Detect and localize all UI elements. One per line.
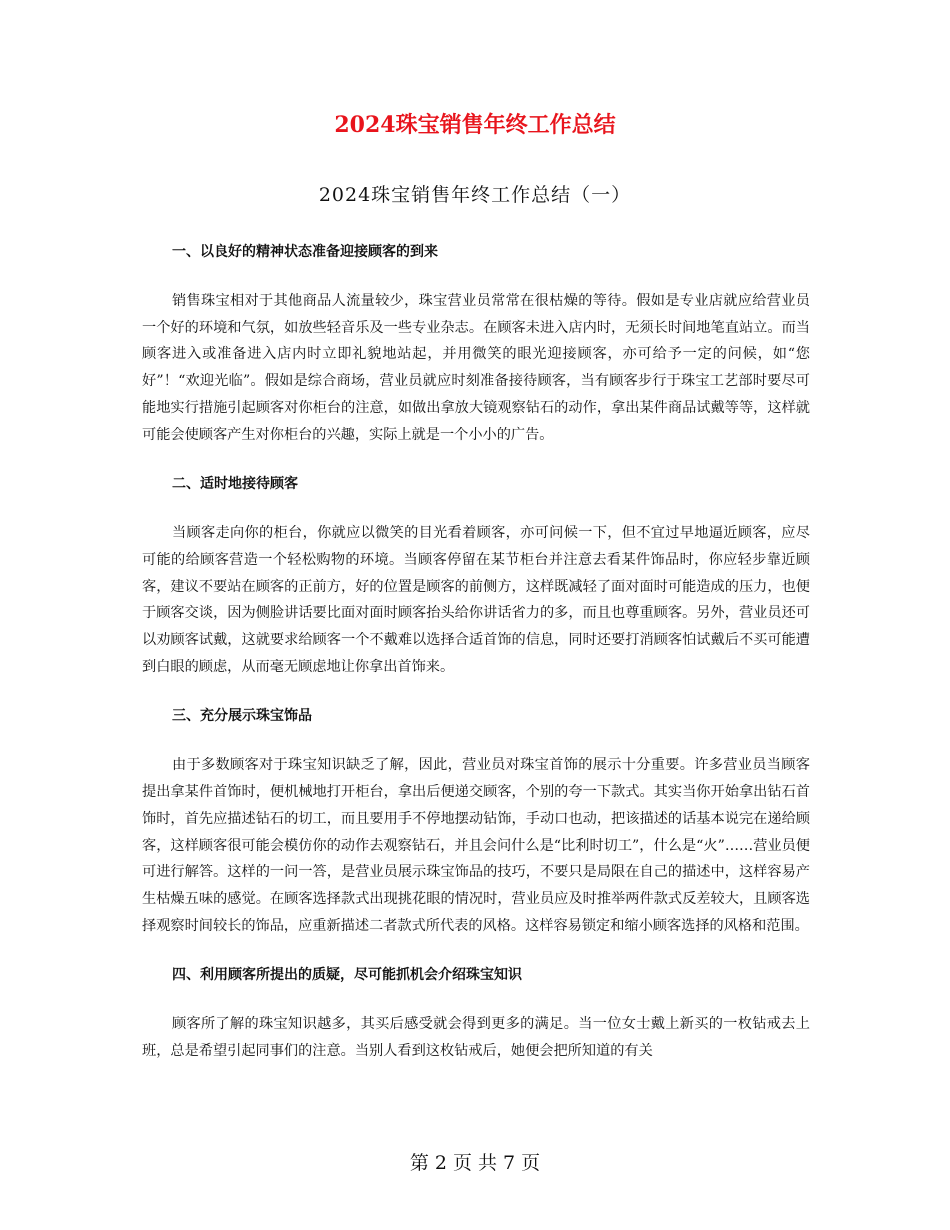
section-paragraph: 销售珠宝相对于其他商品人流量较少，珠宝营业员常常在很枯燥的等待。假如是专业店就应给营业员一个好的环境和气氛，如放些轻音乐及一些专业杂志。在顾客未进入店内时，无须长时间地笔直站立。而当顾客进入或准备进入店内时立即礼貌地站起，并用微笑的眼光迎接顾客，亦可给予一定的问候，如“您好”！“欢迎光临”。假如是综合商场，营业员就应时刻准备接待顾客，当有顾客步行于珠宝工艺部时要尽可能地实行措施引起顾客对你柜台的注意，如做出拿放大镜观察钻石的动作，拿出某件商品试戴等等，这样就可能会使顾客产生对你柜台的兴趣，实际上就是一个小小的广告。: [142, 293, 810, 443]
document-title: 2024珠宝销售年终工作总结: [334, 112, 616, 138]
section-heading: 三、充分展示珠宝饰品: [172, 708, 312, 725]
section-paragraph: 由于多数顾客对于珠宝知识缺乏了解，因此，营业员对珠宝首饰的展示十分重要。许多营业员当顾客提出拿某件首饰时，便机械地打开柜台，拿出后便递交顾客，个别的夸一下款式。其实当你开始拿出钻石首饰时，首先应描述钻石的切工，而且要用手不停地摆动钻饰，手动口也动，把该描述的话基本说完在递给顾客，这样顾客很可能会模仿你的动作去观察钻石，并且会问什么是“比利时切工”，什么是“火”……营业员便可进行解答。这样的一问一答，是营业员展示珠宝饰品的技巧，不要只是局限在自己的描述中，这样容易产生枯燥五味的感觉。在顾客选择款式出现挑花眼的情况时，营业员应及时推举两件款式反差较大，且顾客选择观察时间较长的饰品，应重新描述二者款式所代表的风格。这样容易锁定和缩小顾客选择的风格和范围。: [142, 757, 810, 934]
section-paragraph: 顾客所了解的珠宝知识越多，其买后感受就会得到更多的满足。当一位女士戴上新买的一枚钻戒去上班，总是希望引起同事们的注意。当别人看到这枚钻戒后，她便会把所知道的有关: [142, 1016, 810, 1060]
section-paragraph: 当顾客走向你的柜台，你就应以微笑的目光看着顾客，亦可问候一下，但不宜过早地逼近顾客，应尽可能的给顾客营造一个轻松购物的环境。当顾客停留在某节柜台并注意去看某件饰品时，你应轻步靠近顾客，建议不要站在顾客的正前方，好的位置是顾客的前侧方，这样既减轻了面对面时可能造成的压力，也便于顾客交谈，因为侧脸讲话要比面对面时顾客抬头给你讲话省力的多，而且也尊重顾客。另外，营业员还可以劝顾客试戴，这就要求给顾客一个不戴难以选择合适首饰的信息，同时还要打消顾客怕试戴后不买可能遭到白眼的顾虑，从而毫无顾虑地让你拿出首饰来。: [142, 525, 810, 675]
section-3: [142, 702, 810, 939]
section-heading: 一、以良好的精神状态准备迎接顾客的到来: [172, 244, 438, 260]
page-footer: 第 2 页 共 7 页: [409, 1152, 541, 1174]
section-heading: 二、适时地接待顾客: [172, 476, 298, 493]
document-body: [142, 238, 810, 1087]
document-subtitle: 2024珠宝销售年终工作总结（一）: [318, 184, 632, 206]
section-2: [142, 470, 810, 680]
section-4: [142, 961, 810, 1064]
section-heading: 四、利用顾客所提出的质疑，尽可能抓机会介绍珠宝知识: [172, 967, 522, 984]
section-1: [142, 238, 810, 448]
